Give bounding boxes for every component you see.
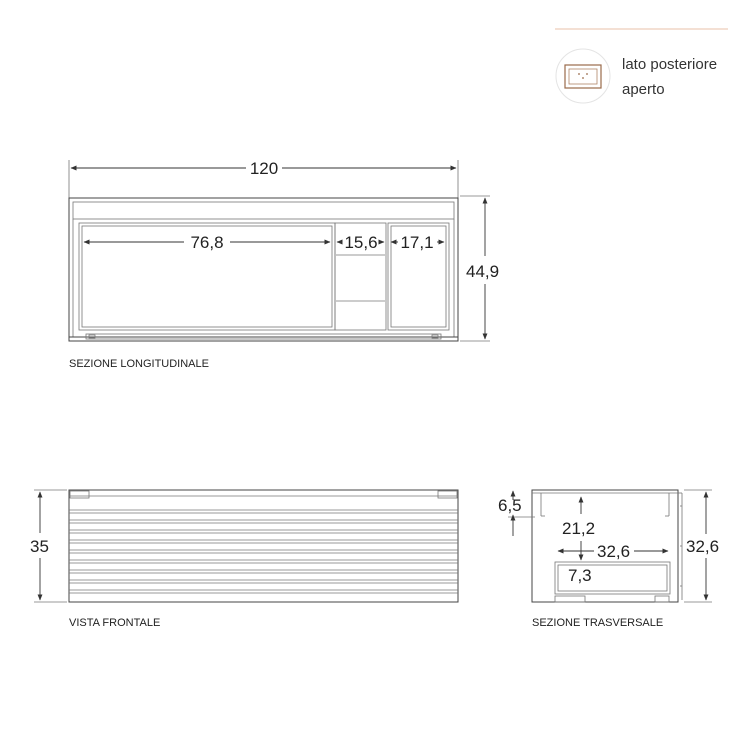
top-gap-dimension: 6,5 [498,496,522,515]
inner-height-dimension: 21,2 [562,519,596,538]
front-view [30,490,458,629]
foot-left [555,596,585,602]
cabinet-outline [69,198,458,341]
caption-transversal: SEZIONE TRASVERSALE [532,617,664,629]
longitudinal-section [69,159,499,370]
top-panel [73,202,454,219]
front-outline [69,490,458,602]
front-slats [69,510,458,593]
front-height-dimension: 35 [30,537,49,556]
legend-text-line2: aperto [622,81,665,98]
transversal-section [498,490,719,629]
compartment-1-dimension: 76,8 [190,233,224,252]
width-dimension: 120 [249,159,279,178]
drawer-height-dimension: 7,3 [568,566,592,585]
depth-dimension: 32,6 [686,537,720,556]
compartment-2-dimension: 15,6 [344,233,378,252]
compartment-3-dimension: 17,1 [400,233,434,252]
caption-longitudinal: SEZIONE LONGITUDINALE [69,358,209,370]
legend [555,29,728,103]
legend-text-line1: lato posteriore [622,56,718,73]
height-dimension: 44,9 [466,262,500,281]
foot-right [655,596,669,602]
open-back-icon [556,49,610,103]
inner-width-dimension: 32,6 [597,542,631,561]
caption-front: VISTA FRONTALE [69,617,161,629]
